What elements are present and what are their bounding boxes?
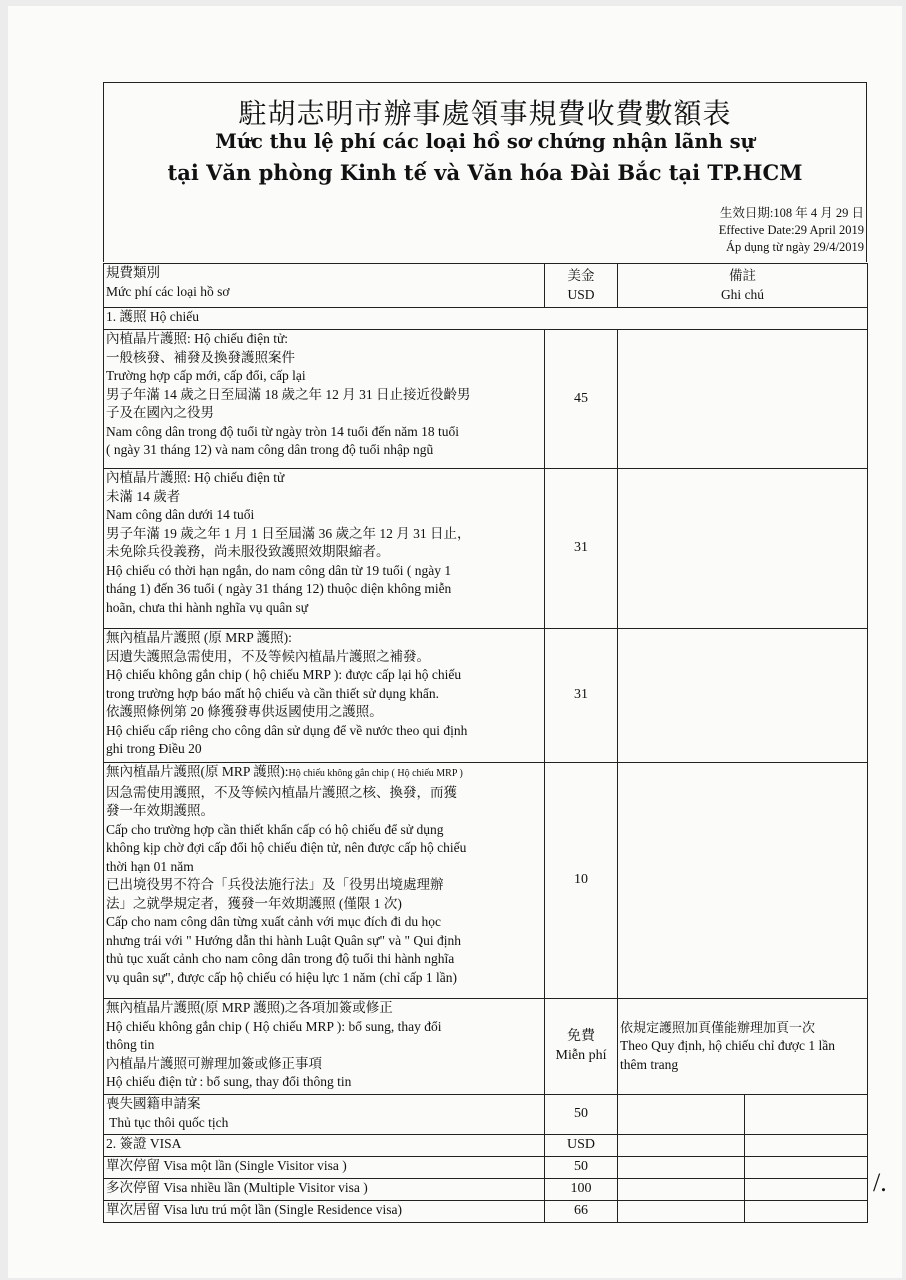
fee-row-3-amount: 31: [545, 629, 618, 763]
desc-line: Trường hợp cấp mới, cấp đổi, cấp lại: [106, 368, 306, 383]
desc-line: 無內植晶片護照 (原 MRP 護照):: [106, 630, 292, 645]
visa-row-2-amount: 100: [545, 1179, 618, 1201]
desc-line: 男子年滿 14 歲之日至屆滿 18 歲之年 12 月 31 日止接近役齡男: [106, 386, 471, 402]
visa-row-3-label: 單次居留 Visa lưu trú một lần (Single Residence visa): [104, 1201, 545, 1223]
desc-line: 子及在國內之役男: [106, 405, 214, 420]
desc-line: thủ tục xuất cảnh cho nam công dân trong độ tuổi thi hành nghĩa: [106, 951, 455, 966]
desc-line: Cấp cho trường hợp cần thiết khẩn cấp có hộ chiếu để sử dụng: [106, 821, 444, 837]
desc-line: 法」之就學規定者，獲發一年效期護照 (僅限 1 次): [106, 895, 402, 911]
desc-line: 已出境役男不符合「兵役法施行法」及「役男出境處理辦: [106, 877, 444, 892]
fee-row-1: [104, 330, 868, 469]
header-usd-en: USD: [567, 286, 595, 302]
visa-row-3-amount: 66: [545, 1201, 618, 1223]
desc-line: Nam công dân trong độ tuổi từ ngày tròn 14 tuổi đến năm 18 tuổi: [106, 423, 460, 439]
desc-line: Cấp cho nam công dân từng xuất cảnh với mục đích đi du học: [106, 914, 442, 929]
header-category-zh: 規費類別: [106, 265, 160, 280]
section-title-passport: 1. 護照 Hộ chiếu: [104, 308, 868, 330]
header-note-vi: Ghi chú: [720, 286, 765, 302]
desc-line: tháng 1) đến 36 tuổi ( ngày 31 tháng 12) thuộc diện không miễn: [106, 581, 452, 596]
section-visa-unit: USD: [545, 1135, 618, 1157]
fee-row-5: [104, 999, 868, 1095]
fee-row-1-amount: 45: [545, 330, 618, 469]
title-vietnamese-line1: Mức thu lệ phí các loại hồ sơ chứng nhận lãnh sự: [215, 130, 755, 153]
visa-row-2-note-a: [618, 1179, 745, 1201]
fee-row-2-amount: 31: [545, 469, 618, 629]
fee-row-6-note-a: [618, 1095, 745, 1135]
margin-handwritten-mark: /.: [873, 1168, 887, 1197]
desc-line: Hộ chiếu không gắn chip ( Hộ chiếu MRP ): bổ sung, thay đổi: [106, 1018, 442, 1034]
fee-row-4-note: [618, 763, 868, 999]
fee-row-3: [104, 629, 868, 763]
visa-note-a: [618, 1135, 745, 1157]
desc-line: Nam công dân dưới 14 tuổi: [106, 507, 255, 522]
desc-line: 內植晶片護照: Hộ chiếu điện tử:: [106, 331, 289, 346]
desc-line: 一般核發、補發及換發護照案件: [106, 349, 295, 365]
fee-free-zh: 免費: [567, 1029, 595, 1044]
fee-row-6-amount: 50: [545, 1095, 618, 1135]
desc-line: thông tin: [106, 1037, 155, 1052]
fee-row-3-note: [618, 629, 868, 763]
header-usd-cell: [545, 264, 618, 308]
visa-row-2: [104, 1179, 868, 1201]
fee-row-2-note: [618, 469, 868, 629]
table-header-row: [104, 264, 868, 308]
visa-row-1-note-a: [618, 1157, 745, 1179]
fee-row-2: [104, 469, 868, 629]
effective-date-block: [719, 205, 864, 256]
desc-line: ghi trong Điều 20: [106, 741, 202, 756]
desc-line: Hộ chiếu không gắn chip ( hộ chiếu MRP ): được cấp lại hộ chiếu: [106, 667, 462, 682]
fee-row-2-description: [104, 469, 545, 629]
desc-line: 內植晶片護照: Hộ chiếu điện tử: [106, 470, 285, 485]
desc-line: 未免除兵役義務，尚未服役致護照效期限縮者。: [106, 544, 390, 559]
desc-line: Thủ tục thôi quốc tịch: [106, 1114, 229, 1130]
fee-row-6-description: [104, 1095, 545, 1135]
effective-date-zh: 生效日期:108 年 4 月 29 日: [719, 206, 864, 220]
header-usd-zh: 美金: [567, 268, 595, 283]
visa-row-1-label: 單次停留 Visa một lần (Single Visitor visa ): [104, 1157, 545, 1179]
desc-line: [106, 763, 542, 784]
visa-row-3-note-a: [618, 1201, 745, 1223]
visa-row-1-amount: 50: [545, 1157, 618, 1179]
desc-line: ( ngày 31 tháng 12) và nam công dân trong độ tuổi nhập ngũ: [106, 442, 434, 457]
desc-line: 喪失國籍申請案: [106, 1096, 201, 1111]
fee-row-1-note: [618, 330, 868, 469]
desc-line: 依護照條例第 20 條獲發專供返國使用之護照。: [106, 704, 383, 719]
fee-row-5-description: [104, 999, 545, 1095]
header-category-cell: [104, 264, 545, 308]
desc-line: 因遺失護照急需使用，不及等候內植晶片護照之補發。: [106, 648, 430, 664]
effective-date-vi: Áp dụng từ ngày 29/4/2019: [725, 240, 864, 254]
desc-line: thời hạn 01 năm: [106, 858, 194, 874]
desc-head-small: Hộ chiếu không gắn chip ( Hộ chiếu MRP ): [288, 768, 463, 779]
note-vi: Theo Quy định, hộ chiếu chỉ được 1 lần thêm trang: [620, 1038, 836, 1072]
desc-line: hoãn, chưa thi hành nghĩa vụ quân sự: [106, 599, 309, 615]
fee-row-6: [104, 1095, 868, 1135]
header-category-vi: Mức phí các loại hồ sơ: [106, 283, 230, 299]
effective-date-en: Effective Date:29 April 2019: [718, 223, 864, 237]
section-row-passport: [104, 308, 868, 330]
fee-row-5-note: [618, 999, 868, 1095]
fee-row-5-amount: [545, 999, 618, 1095]
visa-row-2-label: 多次停留 Visa nhiều lần (Multiple Visitor visa ): [104, 1179, 545, 1201]
fee-table: [103, 263, 868, 1223]
desc-head: 無內植晶片護照(原 MRP 護照):: [106, 764, 289, 779]
visa-row-1-note-b: [745, 1157, 868, 1179]
title-chinese: 駐胡志明市辦事處領事規費收費數額表: [238, 97, 732, 130]
fee-row-4: [104, 763, 868, 999]
desc-line: 無內植晶片護照(原 MRP 護照)之各項加簽或修正: [106, 1000, 393, 1015]
visa-row-1: [104, 1157, 868, 1179]
fee-row-6-note-b: [745, 1095, 868, 1135]
desc-line: 未滿 14 歲者: [106, 488, 181, 504]
desc-line: nhưng trái với " Hướng dẫn thi hành Luật Quân sự" và " Qui định: [106, 932, 461, 948]
header-note-cell: [618, 264, 868, 308]
desc-line: Hộ chiếu có thời hạn ngắn, do nam công dân từ 19 tuổi ( ngày 1: [106, 562, 452, 578]
desc-line: vụ quân sự", được cấp hộ chiếu có hiệu lực 1 năm (chỉ cấp 1 lần): [106, 969, 457, 985]
visa-row-3: [104, 1201, 868, 1223]
fee-row-3-description: [104, 629, 545, 763]
visa-note-b: [745, 1135, 868, 1157]
desc-line: Hộ chiếu cấp riêng cho công dân sử dụng để về nước theo qui định: [106, 722, 468, 738]
desc-line: trong trường hợp báo mất hộ chiếu và cần thiết sử dụng khẩn.: [106, 685, 439, 701]
title-vietnamese-line2: tại Văn phòng Kinh tế và Văn hóa Đài Bắc tại TP.HCM: [167, 160, 803, 185]
section-title-visa: 2. 簽證 VISA: [104, 1135, 545, 1157]
fee-free-vi: Miễn phí: [555, 1047, 607, 1063]
desc-line: Hộ chiếu điện tử : bổ sung, thay đổi thông tin: [106, 1074, 352, 1089]
desc-line: 男子年滿 19 歲之年 1 月 1 日至屆滿 36 歲之年 12 月 31 日止，: [106, 525, 471, 541]
visa-row-3-note-b: [745, 1201, 868, 1223]
fee-row-4-amount: 10: [545, 763, 618, 999]
header-note-zh: 備註: [729, 268, 756, 283]
visa-row-2-note-b: [745, 1179, 868, 1201]
section-row-visa: [104, 1135, 868, 1157]
desc-line: 內植晶片護照可辦理加簽或修正事項: [106, 1055, 322, 1071]
desc-line: 發一年效期護照。: [106, 803, 214, 818]
fee-row-4-description: [104, 763, 545, 999]
desc-line: 因急需使用護照，不及等候內植晶片護照之核、換發，而獲: [106, 784, 457, 800]
desc-line: không kịp chờ đợi cấp đổi hộ chiếu điện tử, nên được cấp hộ chiếu: [106, 840, 467, 855]
fee-row-1-description: [104, 330, 545, 469]
note-zh: 依規定護照加頁僅能辦理加頁一次: [620, 1019, 816, 1035]
